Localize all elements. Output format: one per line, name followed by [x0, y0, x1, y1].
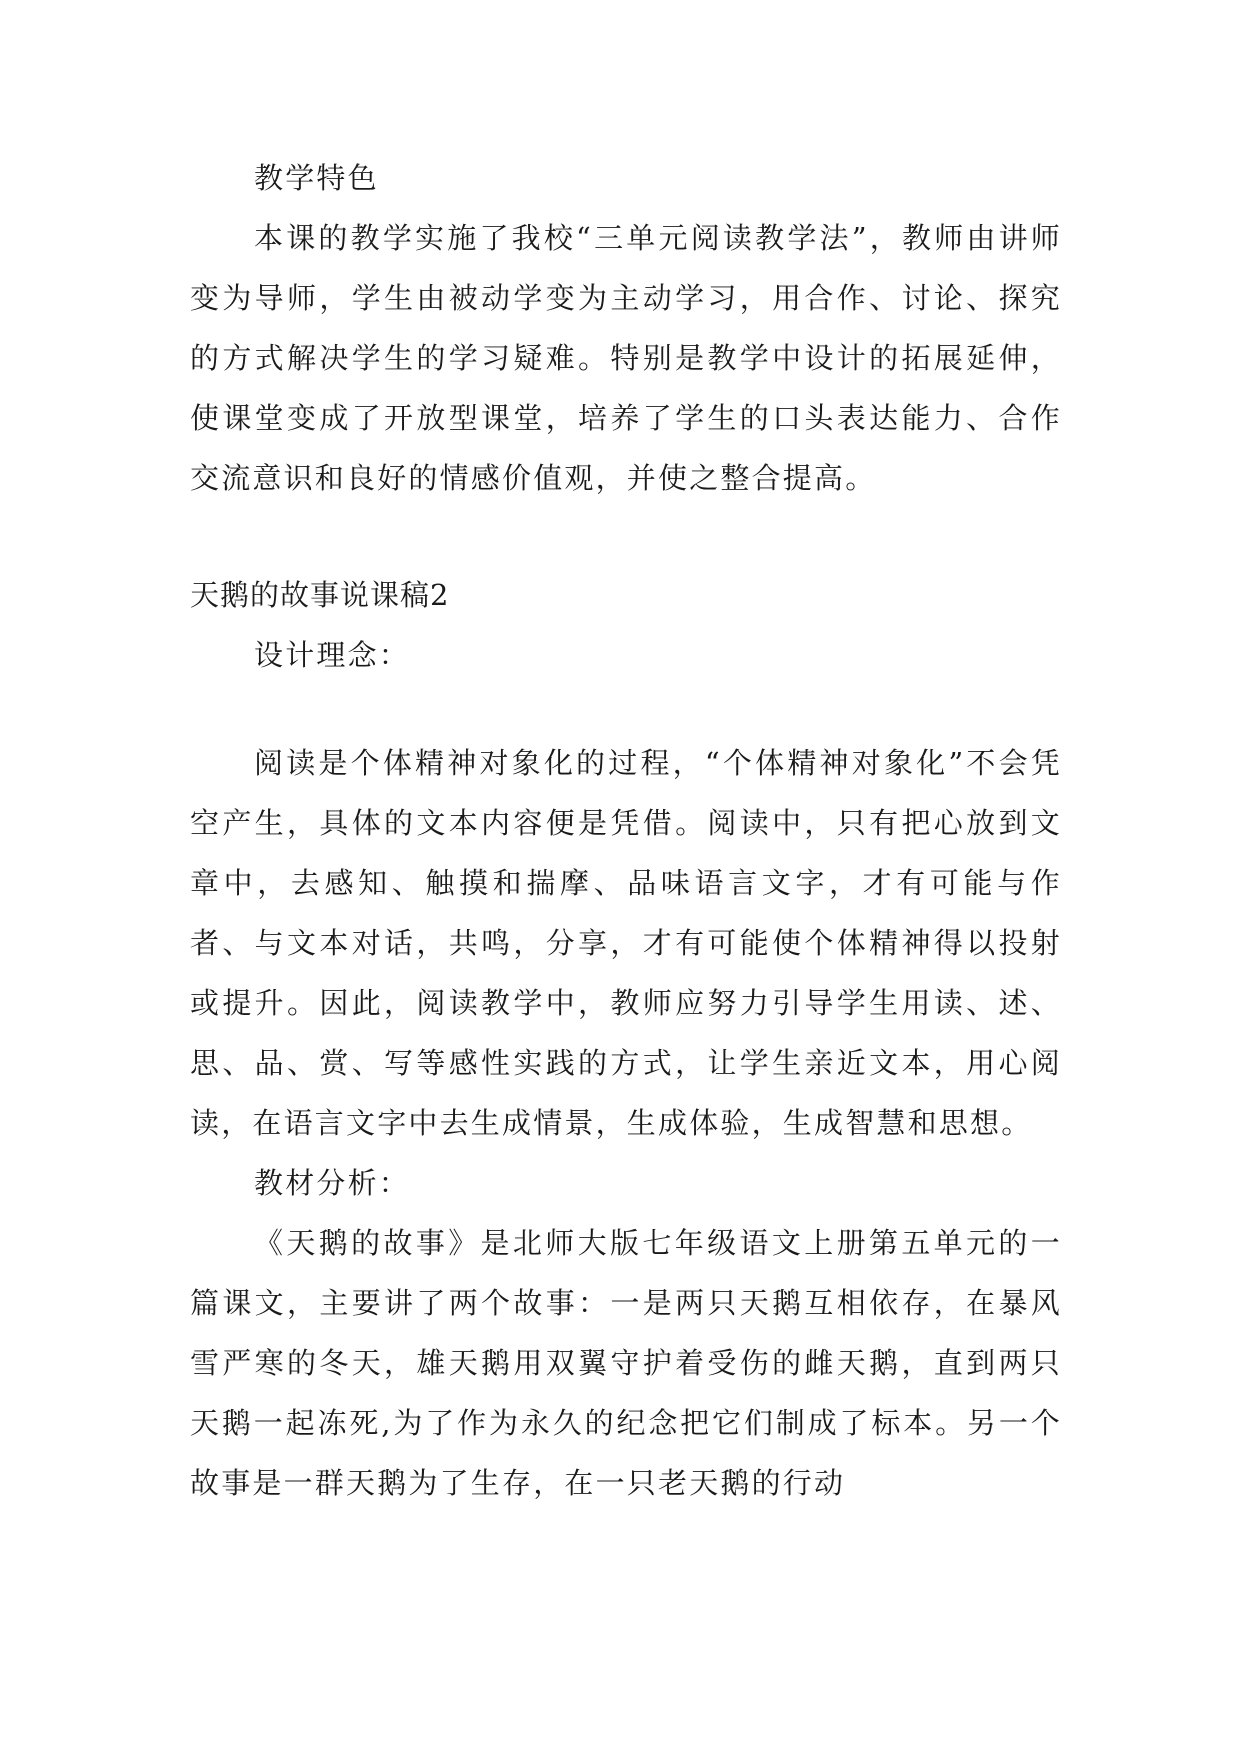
section-heading: 教材分析：	[254, 1166, 411, 1200]
section-teaching-features	[190, 148, 1062, 508]
document-title: 天鹅的故事说课稿2	[190, 578, 450, 612]
paragraph: 《天鹅的故事》是北师大版七年级语文上册第五单元的一篇课文，主要讲了两个故事：一是两只天鹅互相依存，在暴风雪严寒的冬天，雄天鹅用双翼守护着受伤的雌天鹅，直到两只天鹅一起冻死,为了作为永久的纪念把它们制成了标本。另一个故事是一群天鹅为了生存，在一只老天鹅的行动	[190, 1226, 1062, 1500]
document-title-block	[190, 565, 1062, 685]
paragraph: 阅读是个体精神对象化的过程，“个体精神对象化”不会凭空产生，具体的文本内容便是凭借。阅读中，只有把心放到文章中，去感知、触摸和揣摩、品味语言文字，才有可能与作者、与文本对话，共鸣，分享，才有可能使个体精神得以投射或提升。因此，阅读教学中，教师应努力引导学生用读、述、思、品、赏、写等感性实践的方式，让学生亲近文本，用心阅读，在语言文字中去生成情景，生成体验，生成智慧和思想。	[190, 746, 1062, 1140]
section-design-concept	[190, 733, 1062, 1513]
section-heading: 设计理念：	[254, 638, 411, 672]
paragraph: 本课的教学实施了我校“三单元阅读教学法”，教师由讲师变为导师，学生由被动学变为主动学习，用合作、讨论、探究的方式解决学生的学习疑难。特别是教学中设计的拓展延伸，使课堂变成了开放型课堂，培养了学生的口头表达能力、合作交流意识和良好的情感价值观，并使之整合提高。	[190, 221, 1062, 495]
section-heading: 教学特色	[254, 161, 379, 195]
